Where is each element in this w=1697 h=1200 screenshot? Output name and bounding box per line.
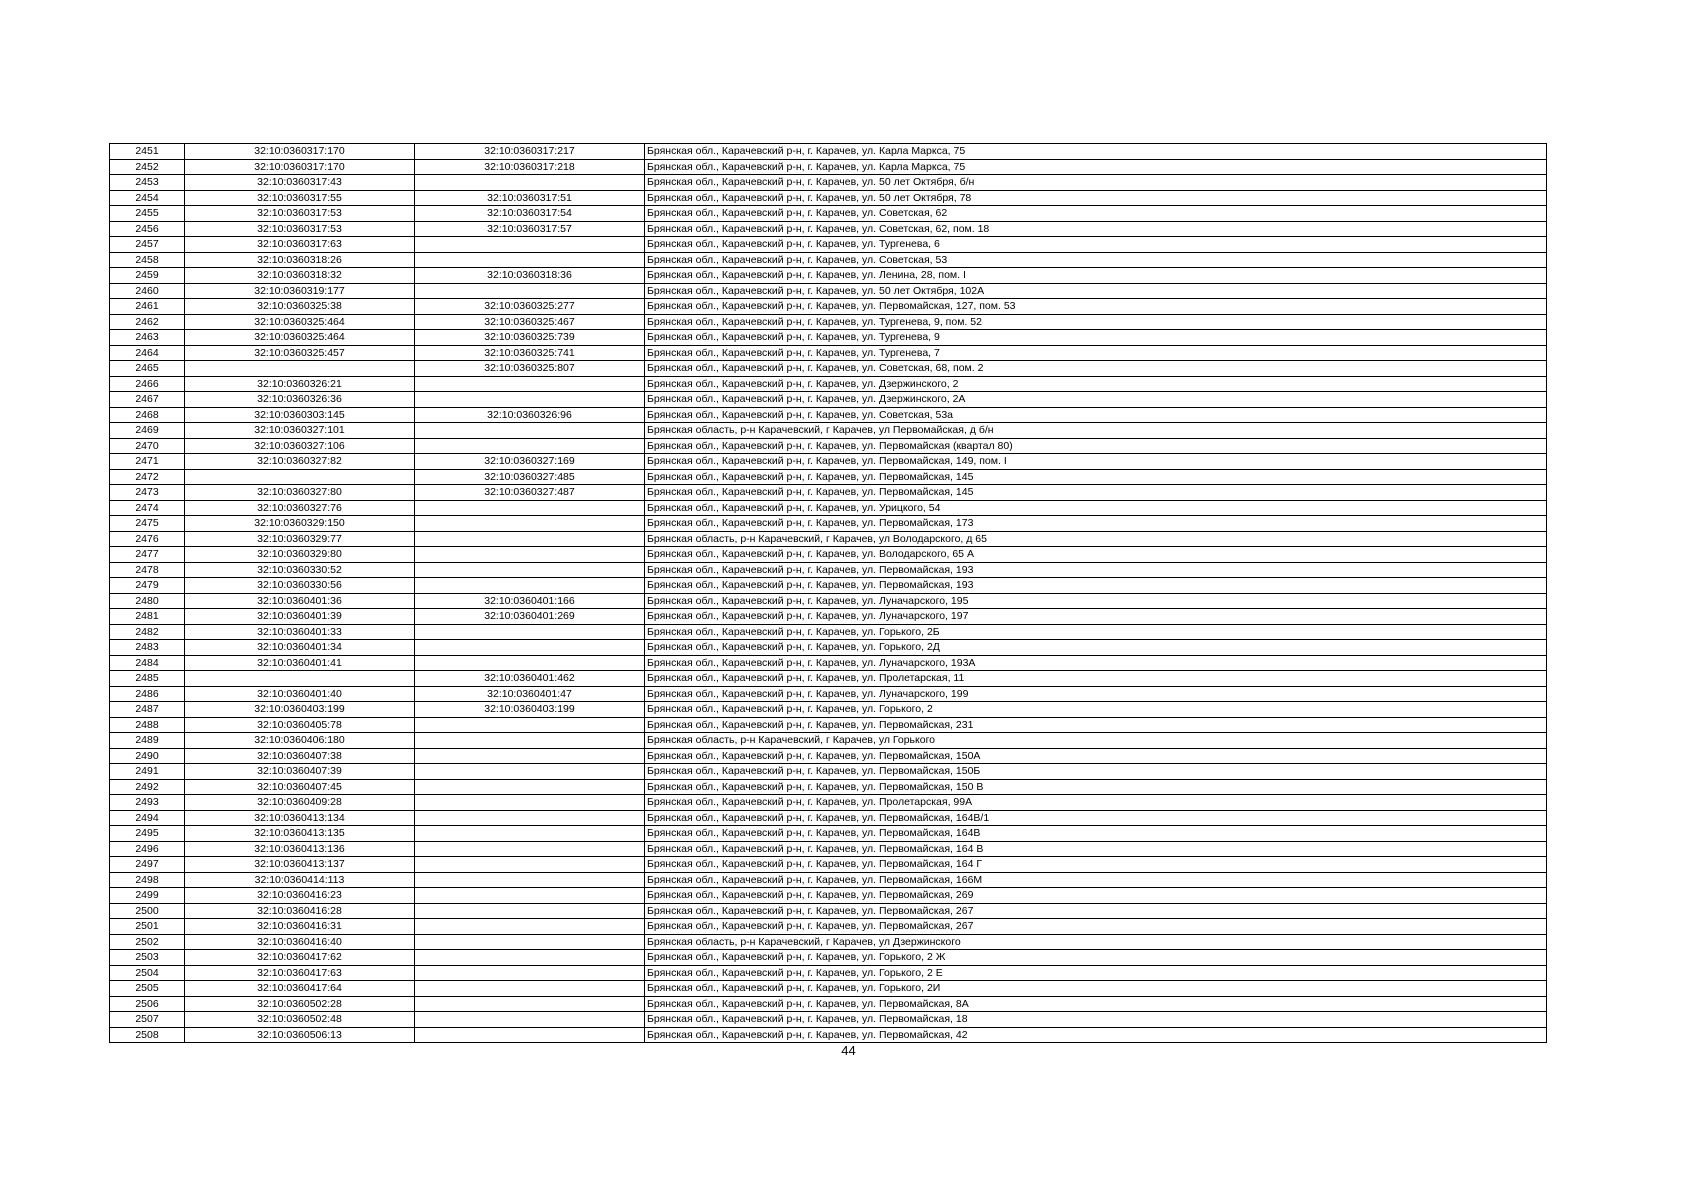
related-cadastral-number-cell: [415, 764, 645, 780]
registry-table-body: [110, 144, 1547, 1043]
cadastral-number-cell: 32:10:0360327:101: [185, 423, 415, 439]
address-cell: Брянская обл., Карачевский р-н, г. Карачев, ул. Первомайская, 269: [645, 888, 1547, 904]
address-cell: Брянская обл., Карачевский р-н, г. Карачев, ул. Советская, 53: [645, 252, 1547, 268]
address-cell: Брянская обл., Карачевский р-н, г. Карачев, ул. Тургенева, 7: [645, 345, 1547, 361]
row-number-cell: 2499: [110, 888, 185, 904]
cadastral-number-cell: 32:10:0360401:41: [185, 655, 415, 671]
related-cadastral-number-cell: [415, 1027, 645, 1043]
table-row: [110, 919, 1547, 935]
table-row: [110, 609, 1547, 625]
row-number-cell: 2453: [110, 175, 185, 191]
related-cadastral-number-cell: 32:10:0360317:57: [415, 221, 645, 237]
address-cell: Брянская обл., Карачевский р-н, г. Карачев, ул. Тургенева, 9: [645, 330, 1547, 346]
table-row: [110, 330, 1547, 346]
address-cell: Брянская обл., Карачевский р-н, г. Карачев, ул. Карла Маркса, 75: [645, 159, 1547, 175]
related-cadastral-number-cell: [415, 733, 645, 749]
related-cadastral-number-cell: [415, 810, 645, 826]
address-cell: Брянская обл., Карачевский р-н, г. Карачев, ул. Урицкого, 54: [645, 500, 1547, 516]
table-row: [110, 748, 1547, 764]
cadastral-number-cell: 32:10:0360413:137: [185, 857, 415, 873]
table-row: [110, 826, 1547, 842]
related-cadastral-number-cell: [415, 950, 645, 966]
row-number-cell: 2464: [110, 345, 185, 361]
address-cell: Брянская обл., Карачевский р-н, г. Карачев, ул. Советская, 62, пом. 18: [645, 221, 1547, 237]
row-number-cell: 2457: [110, 237, 185, 253]
cadastral-number-cell: [185, 671, 415, 687]
related-cadastral-number-cell: 32:10:0360325:741: [415, 345, 645, 361]
cadastral-number-cell: 32:10:0360416:28: [185, 903, 415, 919]
cadastral-number-cell: 32:10:0360317:170: [185, 144, 415, 160]
cadastral-number-cell: 32:10:0360317:170: [185, 159, 415, 175]
table-row: [110, 1027, 1547, 1043]
related-cadastral-number-cell: [415, 237, 645, 253]
related-cadastral-number-cell: [415, 624, 645, 640]
address-cell: Брянская обл., Карачевский р-н, г. Карачев, ул. Первомайская, 267: [645, 903, 1547, 919]
cadastral-number-cell: 32:10:0360401:36: [185, 593, 415, 609]
cadastral-number-cell: 32:10:0360329:150: [185, 516, 415, 532]
related-cadastral-number-cell: [415, 795, 645, 811]
cadastral-number-cell: 32:10:0360502:48: [185, 1012, 415, 1028]
table-row: [110, 764, 1547, 780]
row-number-cell: 2504: [110, 965, 185, 981]
address-cell: Брянская обл., Карачевский р-н, г. Карачев, ул. Горького, 2 Ж: [645, 950, 1547, 966]
table-row: [110, 996, 1547, 1012]
cadastral-number-cell: 32:10:0360325:457: [185, 345, 415, 361]
row-number-cell: 2490: [110, 748, 185, 764]
cadastral-number-cell: 32:10:0360416:40: [185, 934, 415, 950]
cadastral-number-cell: [185, 361, 415, 377]
row-number-cell: 2485: [110, 671, 185, 687]
table-row: [110, 531, 1547, 547]
table-row: [110, 547, 1547, 563]
address-cell: Брянская область, р-н Карачевский, г Карачев, ул Первомайская, д б/н: [645, 423, 1547, 439]
cadastral-number-cell: 32:10:0360329:80: [185, 547, 415, 563]
address-cell: Брянская обл., Карачевский р-н, г. Карачев, ул. Тургенева, 9, пом. 52: [645, 314, 1547, 330]
related-cadastral-number-cell: 32:10:0360327:169: [415, 454, 645, 470]
table-row: [110, 795, 1547, 811]
related-cadastral-number-cell: [415, 438, 645, 454]
related-cadastral-number-cell: [415, 919, 645, 935]
cadastral-number-cell: 32:10:0360403:199: [185, 702, 415, 718]
row-number-cell: 2477: [110, 547, 185, 563]
row-number-cell: 2461: [110, 299, 185, 315]
row-number-cell: 2471: [110, 454, 185, 470]
address-cell: Брянская обл., Карачевский р-н, г. Карачев, ул. Первомайская, 150 В: [645, 779, 1547, 795]
row-number-cell: 2465: [110, 361, 185, 377]
related-cadastral-number-cell: 32:10:0360317:218: [415, 159, 645, 175]
table-row: [110, 717, 1547, 733]
related-cadastral-number-cell: [415, 965, 645, 981]
row-number-cell: 2451: [110, 144, 185, 160]
row-number-cell: 2493: [110, 795, 185, 811]
table-row: [110, 516, 1547, 532]
row-number-cell: 2476: [110, 531, 185, 547]
row-number-cell: 2505: [110, 981, 185, 997]
related-cadastral-number-cell: 32:10:0360325:739: [415, 330, 645, 346]
row-number-cell: 2473: [110, 485, 185, 501]
cadastral-number-cell: 32:10:0360318:26: [185, 252, 415, 268]
cadastral-number-cell: 32:10:0360325:464: [185, 330, 415, 346]
row-number-cell: 2454: [110, 190, 185, 206]
address-cell: Брянская обл., Карачевский р-н, г. Карачев, ул. Первомайская, 127, пом. 53: [645, 299, 1547, 315]
address-cell: Брянская обл., Карачевский р-н, г. Карачев, ул. Первомайская, 193: [645, 578, 1547, 594]
table-row: [110, 640, 1547, 656]
row-number-cell: 2508: [110, 1027, 185, 1043]
address-cell: Брянская обл., Карачевский р-н, г. Карачев, ул. Горького, 2Д: [645, 640, 1547, 656]
table-row: [110, 779, 1547, 795]
related-cadastral-number-cell: [415, 903, 645, 919]
cadastral-number-cell: 32:10:0360317:53: [185, 221, 415, 237]
cadastral-number-cell: 32:10:0360417:63: [185, 965, 415, 981]
table-row: [110, 872, 1547, 888]
table-row: [110, 407, 1547, 423]
row-number-cell: 2497: [110, 857, 185, 873]
cadastral-number-cell: 32:10:0360325:38: [185, 299, 415, 315]
cadastral-number-cell: 32:10:0360506:13: [185, 1027, 415, 1043]
address-cell: Брянская обл., Карачевский р-н, г. Карачев, ул. Первомайская, 150Б: [645, 764, 1547, 780]
related-cadastral-number-cell: 32:10:0360401:166: [415, 593, 645, 609]
row-number-cell: 2458: [110, 252, 185, 268]
cadastral-number-cell: 32:10:0360416:31: [185, 919, 415, 935]
row-number-cell: 2474: [110, 500, 185, 516]
row-number-cell: 2456: [110, 221, 185, 237]
table-row: [110, 454, 1547, 470]
row-number-cell: 2494: [110, 810, 185, 826]
related-cadastral-number-cell: [415, 934, 645, 950]
cadastral-number-cell: 32:10:0360317:43: [185, 175, 415, 191]
related-cadastral-number-cell: [415, 888, 645, 904]
related-cadastral-number-cell: [415, 872, 645, 888]
row-number-cell: 2478: [110, 562, 185, 578]
row-number-cell: 2487: [110, 702, 185, 718]
address-cell: Брянская обл., Карачевский р-н, г. Карачев, ул. Первомайская, 193: [645, 562, 1547, 578]
cadastral-number-cell: 32:10:0360317:63: [185, 237, 415, 253]
address-cell: Брянская обл., Карачевский р-н, г. Карачев, ул. Первомайская, 18: [645, 1012, 1547, 1028]
address-cell: Брянская обл., Карачевский р-н, г. Карачев, ул. Первомайская, 149, пом. I: [645, 454, 1547, 470]
address-cell: Брянская обл., Карачевский р-н, г. Карачев, ул. Первомайская, 42: [645, 1027, 1547, 1043]
table-row: [110, 903, 1547, 919]
row-number-cell: 2484: [110, 655, 185, 671]
related-cadastral-number-cell: [415, 640, 645, 656]
related-cadastral-number-cell: [415, 423, 645, 439]
cadastral-number-cell: 32:10:0360417:64: [185, 981, 415, 997]
related-cadastral-number-cell: [415, 996, 645, 1012]
table-row: [110, 252, 1547, 268]
table-row: [110, 314, 1547, 330]
related-cadastral-number-cell: 32:10:0360401:462: [415, 671, 645, 687]
related-cadastral-number-cell: 32:10:0360325:807: [415, 361, 645, 377]
address-cell: Брянская обл., Карачевский р-н, г. Карачев, ул. Луначарского, 193А: [645, 655, 1547, 671]
table-row: [110, 376, 1547, 392]
cadastral-number-cell: 32:10:0360327:76: [185, 500, 415, 516]
row-number-cell: 2455: [110, 206, 185, 222]
row-number-cell: 2466: [110, 376, 185, 392]
address-cell: Брянская обл., Карачевский р-н, г. Карачев, ул. Советская, 68, пом. 2: [645, 361, 1547, 377]
address-cell: Брянская обл., Карачевский р-н, г. Карачев, ул. Первомайская, 173: [645, 516, 1547, 532]
table-row: [110, 485, 1547, 501]
cadastral-number-cell: 32:10:0360327:106: [185, 438, 415, 454]
row-number-cell: 2452: [110, 159, 185, 175]
address-cell: Брянская обл., Карачевский р-н, г. Карачев, ул. Пролетарская, 99А: [645, 795, 1547, 811]
cadastral-number-cell: 32:10:0360325:464: [185, 314, 415, 330]
cadastral-number-cell: 32:10:0360416:23: [185, 888, 415, 904]
related-cadastral-number-cell: 32:10:0360403:199: [415, 702, 645, 718]
row-number-cell: 2500: [110, 903, 185, 919]
address-cell: Брянская обл., Карачевский р-н, г. Карачев, ул. Первомайская, 8А: [645, 996, 1547, 1012]
cadastral-number-cell: 32:10:0360327:80: [185, 485, 415, 501]
row-number-cell: 2488: [110, 717, 185, 733]
cadastral-number-cell: 32:10:0360413:134: [185, 810, 415, 826]
cadastral-number-cell: 32:10:0360319:177: [185, 283, 415, 299]
address-cell: Брянская обл., Карачевский р-н, г. Карачев, ул. 50 лет Октября, 78: [645, 190, 1547, 206]
cadastral-number-cell: 32:10:0360406:180: [185, 733, 415, 749]
table-row: [110, 655, 1547, 671]
row-number-cell: 2498: [110, 872, 185, 888]
cadastral-number-cell: 32:10:0360414:113: [185, 872, 415, 888]
related-cadastral-number-cell: [415, 841, 645, 857]
cadastral-number-cell: 32:10:0360303:145: [185, 407, 415, 423]
address-cell: Брянская обл., Карачевский р-н, г. Карачев, ул. Луначарского, 195: [645, 593, 1547, 609]
address-cell: Брянская обл., Карачевский р-н, г. Карачев, ул. Первомайская, 267: [645, 919, 1547, 935]
table-row: [110, 624, 1547, 640]
address-cell: Брянская обл., Карачевский р-н, г. Карачев, ул. Ленина, 28, пом. I: [645, 268, 1547, 284]
address-cell: Брянская обл., Карачевский р-н, г. Карачев, ул. Тургенева, 6: [645, 237, 1547, 253]
table-row: [110, 423, 1547, 439]
address-cell: Брянская обл., Карачевский р-н, г. Карачев, ул. Луначарского, 199: [645, 686, 1547, 702]
related-cadastral-number-cell: [415, 717, 645, 733]
row-number-cell: 2462: [110, 314, 185, 330]
table-row: [110, 159, 1547, 175]
table-row: [110, 562, 1547, 578]
related-cadastral-number-cell: 32:10:0360327:485: [415, 469, 645, 485]
address-cell: Брянская область, р-н Карачевский, г Карачев, ул Горького: [645, 733, 1547, 749]
table-row: [110, 392, 1547, 408]
row-number-cell: 2475: [110, 516, 185, 532]
table-row: [110, 981, 1547, 997]
related-cadastral-number-cell: [415, 981, 645, 997]
table-row: [110, 1012, 1547, 1028]
related-cadastral-number-cell: [415, 1012, 645, 1028]
table-row: [110, 733, 1547, 749]
cadastral-number-cell: 32:10:0360326:36: [185, 392, 415, 408]
related-cadastral-number-cell: 32:10:0360317:51: [415, 190, 645, 206]
table-row: [110, 206, 1547, 222]
related-cadastral-number-cell: [415, 578, 645, 594]
table-row: [110, 345, 1547, 361]
table-row: [110, 469, 1547, 485]
cadastral-number-cell: 32:10:0360409:28: [185, 795, 415, 811]
related-cadastral-number-cell: [415, 748, 645, 764]
related-cadastral-number-cell: [415, 562, 645, 578]
table-row: [110, 283, 1547, 299]
address-cell: Брянская обл., Карачевский р-н, г. Карачев, ул. Горького, 2: [645, 702, 1547, 718]
cadastral-number-cell: 32:10:0360318:32: [185, 268, 415, 284]
address-cell: Брянская обл., Карачевский р-н, г. Карачев, ул. Луначарского, 197: [645, 609, 1547, 625]
table-row: [110, 934, 1547, 950]
cadastral-number-cell: 32:10:0360417:62: [185, 950, 415, 966]
address-cell: Брянская обл., Карачевский р-н, г. Карачев, ул. Карла Маркса, 75: [645, 144, 1547, 160]
address-cell: Брянская обл., Карачевский р-н, г. Карачев, ул. Володарского, 65 А: [645, 547, 1547, 563]
related-cadastral-number-cell: [415, 252, 645, 268]
related-cadastral-number-cell: [415, 500, 645, 516]
cadastral-number-cell: 32:10:0360407:45: [185, 779, 415, 795]
row-number-cell: 2472: [110, 469, 185, 485]
cadastral-number-cell: 32:10:0360326:21: [185, 376, 415, 392]
address-cell: Брянская область, р-н Карачевский, г Карачев, ул Володарского, д 65: [645, 531, 1547, 547]
address-cell: Брянская обл., Карачевский р-н, г. Карачев, ул. Первомайская (квартал 80): [645, 438, 1547, 454]
table-row: [110, 578, 1547, 594]
cadastral-number-cell: 32:10:0360317:53: [185, 206, 415, 222]
related-cadastral-number-cell: [415, 857, 645, 873]
row-number-cell: 2469: [110, 423, 185, 439]
address-cell: Брянская обл., Карачевский р-н, г. Карачев, ул. 50 лет Октября, 102А: [645, 283, 1547, 299]
row-number-cell: 2480: [110, 593, 185, 609]
table-row: [110, 686, 1547, 702]
row-number-cell: 2483: [110, 640, 185, 656]
address-cell: Брянская область, р-н Карачевский, г Карачев, ул Дзержинского: [645, 934, 1547, 950]
address-cell: Брянская обл., Карачевский р-н, г. Карачев, ул. Пролетарская, 11: [645, 671, 1547, 687]
row-number-cell: 2470: [110, 438, 185, 454]
related-cadastral-number-cell: 32:10:0360325:467: [415, 314, 645, 330]
related-cadastral-number-cell: [415, 283, 645, 299]
related-cadastral-number-cell: [415, 655, 645, 671]
cadastral-number-cell: 32:10:0360401:39: [185, 609, 415, 625]
related-cadastral-number-cell: 32:10:0360326:96: [415, 407, 645, 423]
table-row: [110, 965, 1547, 981]
table-row: [110, 500, 1547, 516]
cadastral-number-cell: 32:10:0360407:39: [185, 764, 415, 780]
table-row: [110, 299, 1547, 315]
cadastral-number-cell: 32:10:0360401:40: [185, 686, 415, 702]
address-cell: Брянская обл., Карачевский р-н, г. Карачев, ул. Горького, 2 Е: [645, 965, 1547, 981]
row-number-cell: 2506: [110, 996, 185, 1012]
related-cadastral-number-cell: 32:10:0360401:47: [415, 686, 645, 702]
related-cadastral-number-cell: [415, 531, 645, 547]
cadastral-number-cell: 32:10:0360330:56: [185, 578, 415, 594]
address-cell: Брянская обл., Карачевский р-н, г. Карачев, ул. Первомайская, 150А: [645, 748, 1547, 764]
row-number-cell: 2479: [110, 578, 185, 594]
row-number-cell: 2489: [110, 733, 185, 749]
address-cell: Брянская обл., Карачевский р-н, г. Карачев, ул. Советская, 53а: [645, 407, 1547, 423]
related-cadastral-number-cell: [415, 779, 645, 795]
row-number-cell: 2503: [110, 950, 185, 966]
related-cadastral-number-cell: [415, 826, 645, 842]
address-cell: Брянская обл., Карачевский р-н, г. Карачев, ул. 50 лет Октября, б/н: [645, 175, 1547, 191]
row-number-cell: 2496: [110, 841, 185, 857]
related-cadastral-number-cell: [415, 547, 645, 563]
address-cell: Брянская обл., Карачевский р-н, г. Карачев, ул. Первомайская, 145: [645, 469, 1547, 485]
cadastral-number-cell: 32:10:0360330:52: [185, 562, 415, 578]
address-cell: Брянская обл., Карачевский р-н, г. Карачев, ул. Горького, 2И: [645, 981, 1547, 997]
table-row: [110, 888, 1547, 904]
table-row: [110, 175, 1547, 191]
table-row: [110, 190, 1547, 206]
cadastral-number-cell: 32:10:0360329:77: [185, 531, 415, 547]
cadastral-number-cell: 32:10:0360413:136: [185, 841, 415, 857]
cadastral-number-cell: 32:10:0360401:33: [185, 624, 415, 640]
related-cadastral-number-cell: 32:10:0360317:217: [415, 144, 645, 160]
row-number-cell: 2507: [110, 1012, 185, 1028]
row-number-cell: 2491: [110, 764, 185, 780]
row-number-cell: 2460: [110, 283, 185, 299]
row-number-cell: 2463: [110, 330, 185, 346]
address-cell: Брянская обл., Карачевский р-н, г. Карачев, ул. Советская, 62: [645, 206, 1547, 222]
related-cadastral-number-cell: 32:10:0360327:487: [415, 485, 645, 501]
row-number-cell: 2502: [110, 934, 185, 950]
table-row: [110, 237, 1547, 253]
related-cadastral-number-cell: [415, 175, 645, 191]
address-cell: Брянская обл., Карачевский р-н, г. Карачев, ул. Первомайская, 166М: [645, 872, 1547, 888]
cadastral-number-cell: 32:10:0360413:135: [185, 826, 415, 842]
table-row: [110, 950, 1547, 966]
cadastral-number-cell: 32:10:0360401:34: [185, 640, 415, 656]
registry-table: [109, 143, 1547, 1043]
address-cell: Брянская обл., Карачевский р-н, г. Карачев, ул. Дзержинского, 2: [645, 376, 1547, 392]
cadastral-number-cell: [185, 469, 415, 485]
table-row: [110, 810, 1547, 826]
related-cadastral-number-cell: [415, 392, 645, 408]
cadastral-number-cell: 32:10:0360317:55: [185, 190, 415, 206]
row-number-cell: 2482: [110, 624, 185, 640]
row-number-cell: 2459: [110, 268, 185, 284]
row-number-cell: 2501: [110, 919, 185, 935]
table-row: [110, 593, 1547, 609]
address-cell: Брянская обл., Карачевский р-н, г. Карачев, ул. Первомайская, 164В/1: [645, 810, 1547, 826]
row-number-cell: 2492: [110, 779, 185, 795]
table-row: [110, 438, 1547, 454]
row-number-cell: 2495: [110, 826, 185, 842]
table-row: [110, 268, 1547, 284]
address-cell: Брянская обл., Карачевский р-н, г. Карачев, ул. Горького, 2Б: [645, 624, 1547, 640]
row-number-cell: 2467: [110, 392, 185, 408]
cadastral-number-cell: 32:10:0360327:82: [185, 454, 415, 470]
address-cell: Брянская обл., Карачевский р-н, г. Карачев, ул. Первомайская, 145: [645, 485, 1547, 501]
related-cadastral-number-cell: [415, 376, 645, 392]
row-number-cell: 2486: [110, 686, 185, 702]
table-row: [110, 857, 1547, 873]
related-cadastral-number-cell: 32:10:0360401:269: [415, 609, 645, 625]
cadastral-number-cell: 32:10:0360405:78: [185, 717, 415, 733]
table-row: [110, 702, 1547, 718]
related-cadastral-number-cell: 32:10:0360325:277: [415, 299, 645, 315]
address-cell: Брянская обл., Карачевский р-н, г. Карачев, ул. Первомайская, 164В: [645, 826, 1547, 842]
address-cell: Брянская обл., Карачевский р-н, г. Карачев, ул. Первомайская, 231: [645, 717, 1547, 733]
table-row: [110, 671, 1547, 687]
page-number: 44: [841, 1043, 856, 1058]
address-cell: Брянская обл., Карачевский р-н, г. Карачев, ул. Первомайская, 164 В: [645, 841, 1547, 857]
cadastral-number-cell: 32:10:0360502:28: [185, 996, 415, 1012]
table-row: [110, 361, 1547, 377]
table-row: [110, 144, 1547, 160]
address-cell: Брянская обл., Карачевский р-н, г. Карачев, ул. Дзержинского, 2А: [645, 392, 1547, 408]
row-number-cell: 2468: [110, 407, 185, 423]
address-cell: Брянская обл., Карачевский р-н, г. Карачев, ул. Первомайская, 164 Г: [645, 857, 1547, 873]
cadastral-number-cell: 32:10:0360407:38: [185, 748, 415, 764]
table-row: [110, 221, 1547, 237]
related-cadastral-number-cell: 32:10:0360317:54: [415, 206, 645, 222]
related-cadastral-number-cell: 32:10:0360318:36: [415, 268, 645, 284]
table-row: [110, 841, 1547, 857]
row-number-cell: 2481: [110, 609, 185, 625]
related-cadastral-number-cell: [415, 516, 645, 532]
document-page: [109, 143, 1546, 1043]
